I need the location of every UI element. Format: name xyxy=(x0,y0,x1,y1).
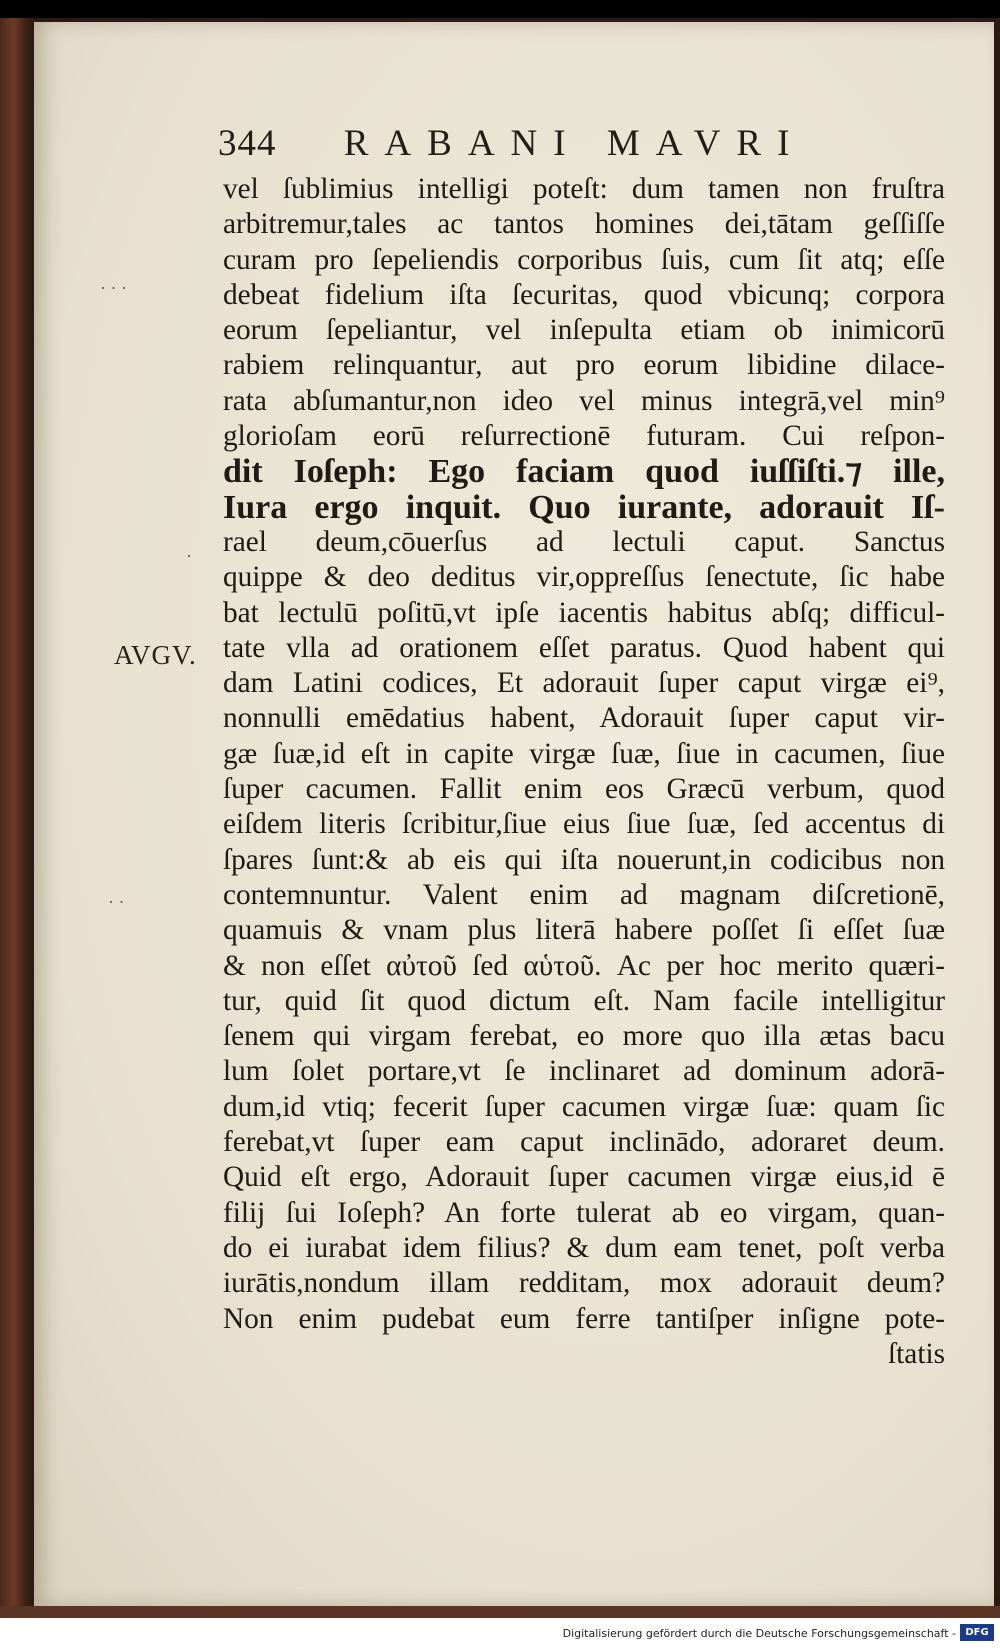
page-number: 344 xyxy=(218,123,277,164)
text-line: eorum ſepeliantur, vel inſepulta etiam ob inimicorū xyxy=(223,314,945,347)
text-line: rata abſumantur,non ideo vel minus integrā,vel min⁹ xyxy=(223,384,945,417)
text-line: rabiem relinquantur, aut pro eorum libidine dilace- xyxy=(223,349,945,382)
text-line: tate vlla ad orationem eſſet paratus. Quod habent qui xyxy=(223,631,945,664)
text-line: Quid eſt ergo, Adorauit ſuper cacumen virgæ eius,id ē xyxy=(223,1161,945,1194)
text-line: eiſdem literis ſcribitur,ſiue eius ſiue ſuæ, ſed accentus di xyxy=(223,808,945,841)
text-line: ferebat,vt ſuper eam caput inclinādo, adoraret deum. xyxy=(223,1126,945,1159)
text-line: quippe & deo deditus vir,oppreſſus ſenectute, ſic habe xyxy=(223,561,945,594)
margin-speck: · xyxy=(186,546,192,566)
text-line: dum,id vtiq; fecerit ſuper cacumen virgæ ſuæ: quam ſic xyxy=(223,1090,945,1123)
text-line: contemnuntur. Valent enim ad magnam diſcretionē, xyxy=(223,878,945,911)
margin-speck: · · · xyxy=(100,278,127,298)
dfg-logo: DFG xyxy=(960,1624,994,1641)
text-line: quamuis & vnam plus literā habere poſſet ſi eſſet ſuæ xyxy=(223,914,945,947)
text-line: glorioſam eorū reſurrectionē futuram. Cui reſpon- xyxy=(223,420,945,453)
text-line-blackletter: dit Ioſeph: Ego faciam quod iuſſiſti.⁊ ille, xyxy=(223,453,945,491)
digitization-footer xyxy=(0,1618,1000,1648)
text-line: tur, quid ſit quod dictum eſt. Nam facile intelligitur xyxy=(223,984,945,1017)
text-line: filij ſui Ioſeph? An forte tulerat ab eo virgam, quan- xyxy=(223,1196,945,1229)
text-line: lum ſolet portare,vt ſe inclinaret ad dominum adorā- xyxy=(223,1055,945,1088)
margin-note: AVGV. xyxy=(114,640,197,670)
text-line: arbitremur,tales ac tantos homines dei,tātam geſſiſſe xyxy=(223,208,945,241)
running-header xyxy=(218,122,805,165)
text-line: iurātis,nondum illam redditam, mox adorauit deum? xyxy=(223,1267,945,1300)
text-line: Non enim pudebat eum ferre tantiſper inſigne pote- xyxy=(223,1302,945,1335)
text-line: & non eſſet αὐτοῦ ſed αὑτοῦ. Ac per hoc merito quæri- xyxy=(223,949,945,982)
footer-credit: Digitalisierung gefördert durch die Deutsche Forschungsgemeinschaft - xyxy=(562,1627,956,1640)
text-line: gæ ſuæ,id eſt in capite virgæ ſuæ, ſiue in cacumen, ſiue xyxy=(223,737,945,770)
body-text xyxy=(223,172,945,1372)
text-line: ſenem qui virgam ferebat, eo more quo illa ætas bacu xyxy=(223,1020,945,1053)
text-line: rael deum,cōuerſus ad lectuli caput. Sanctus xyxy=(223,525,945,558)
text-line: vel ſublimius intelligi poteſt: dum tamen non fruſtra xyxy=(223,173,945,205)
page-bottom-edge xyxy=(0,1606,1000,1618)
text-line: curam pro ſepeliendis corporibus ſuis, cum ſit atq; eſſe xyxy=(223,243,945,276)
text-line: debeat fidelium iſta ſecuritas, quod vbicunq; corpora xyxy=(223,278,945,311)
text-line: bat lectulū poſitū,vt ipſe iacentis habitus abſq; difficul- xyxy=(223,596,945,629)
text-line: nonnulli emēdatius habent, Adorauit ſuper caput vir- xyxy=(223,702,945,735)
text-line: ſpares ſunt:& ab eis qui iſta nouerunt,in codicibus non xyxy=(223,843,945,876)
text-line: ſuper cacumen. Fallit enim eos Græcū verbum, quod xyxy=(223,773,945,806)
text-line-blackletter: Iura ergo inquit. Quo iurante, adorauit Iſ- xyxy=(223,488,945,526)
text-line: do ei iurabat idem filius? & dum eam tenet, poſt verba xyxy=(223,1231,945,1264)
catchword: ſtatis xyxy=(888,1337,945,1370)
text-line: dam Latini codices, Et adorauit ſuper caput virgæ ei⁹, xyxy=(223,667,945,700)
running-title: RABANI MAVRI xyxy=(343,123,806,164)
margin-speck: · · xyxy=(108,892,125,912)
